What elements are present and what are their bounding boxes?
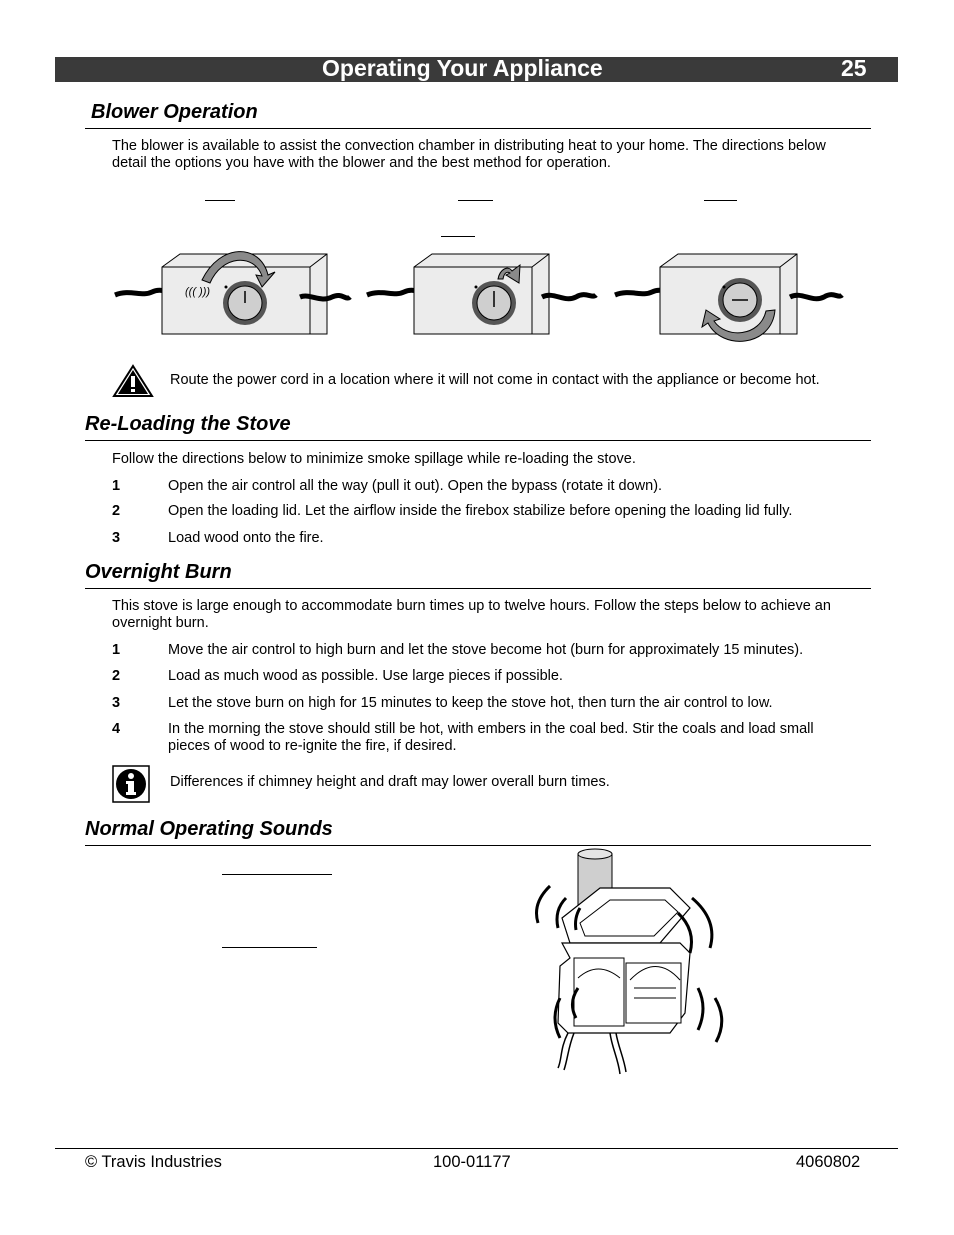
blower-speed-diagram <box>615 254 842 341</box>
page-number: 25 <box>841 55 867 81</box>
footer-rule <box>55 1148 898 1149</box>
step-text: Move the air control to high burn and let the stove become hot (burn for approximately 15 minutes). <box>168 642 804 658</box>
overnight-intro: This stove is large enough to accommodate burn times up to twelve hours. Follow the steps below to achieve an overnight burn. <box>112 598 831 631</box>
info-icon <box>112 765 150 803</box>
blower-intro: The blower is available to assist the convection chamber in distributing heat to your home. The directions below detail the options you have with the blower and the best method for operation. <box>112 138 826 171</box>
blank-line <box>222 947 317 948</box>
step-text: Load as much wood as possible. Use large pieces if possible. <box>168 668 563 684</box>
blower-off-diagram <box>367 254 596 334</box>
step-number: 3 <box>112 530 121 546</box>
blank-line <box>458 200 493 201</box>
sounds-section-title: Normal Operating Sounds <box>85 818 333 840</box>
step-text: Open the loading lid. Let the airflow inside the firebox stabilize before opening the loading lid fully. <box>168 503 793 519</box>
reloading-rule <box>85 440 871 441</box>
reloading-section-title: Re-Loading the Stove <box>85 413 291 435</box>
step-number: 1 <box>112 642 121 658</box>
footer-date-code: 4060802 <box>796 1153 861 1171</box>
step-number: 4 <box>112 721 121 737</box>
warning-text: Route the power cord in a location where it will not come in contact with the appliance or become hot. <box>170 372 820 388</box>
overnight-rule <box>85 588 871 589</box>
footer-doc-number: 100-01177 <box>433 1153 511 1171</box>
page-title: Operating Your Appliance <box>322 55 603 81</box>
blank-line <box>441 236 475 237</box>
blower-diagrams <box>110 245 850 350</box>
step-text: Load wood onto the fire. <box>168 530 324 546</box>
info-note-text: Differences if chimney height and draft may lower overall burn times. <box>170 774 610 790</box>
step-number: 2 <box>112 503 121 519</box>
blower-section-title: Blower Operation <box>91 101 258 123</box>
blower-rule <box>85 128 871 129</box>
step-text: In the morning the stove should still be hot, with embers in the coal bed. Stir the coals and load small pieces of wood to re-ignite the fire, if desired. <box>168 721 814 754</box>
svg-text:((( ))): ((( ))) <box>185 286 211 298</box>
step-number: 3 <box>112 695 121 711</box>
stove-illustration <box>530 848 730 1078</box>
step-number: 1 <box>112 478 121 494</box>
sounds-rule <box>85 845 871 846</box>
step-text: Let the stove burn on high for 15 minutes to keep the stove hot, then turn the air control to low. <box>168 695 773 711</box>
blank-line <box>704 200 737 201</box>
overnight-section-title: Overnight Burn <box>85 561 232 583</box>
footer-copyright: © Travis Industries <box>85 1153 222 1171</box>
reloading-intro: Follow the directions below to minimize smoke spillage while re-loading the stove. <box>112 451 636 467</box>
blank-line <box>222 874 332 875</box>
warning-icon <box>112 364 154 398</box>
step-text: Open the air control all the way (pull it out). Open the bypass (rotate it down). <box>168 478 663 494</box>
blower-on-diagram <box>115 252 350 334</box>
blank-line <box>205 200 235 201</box>
step-number: 2 <box>112 668 121 684</box>
